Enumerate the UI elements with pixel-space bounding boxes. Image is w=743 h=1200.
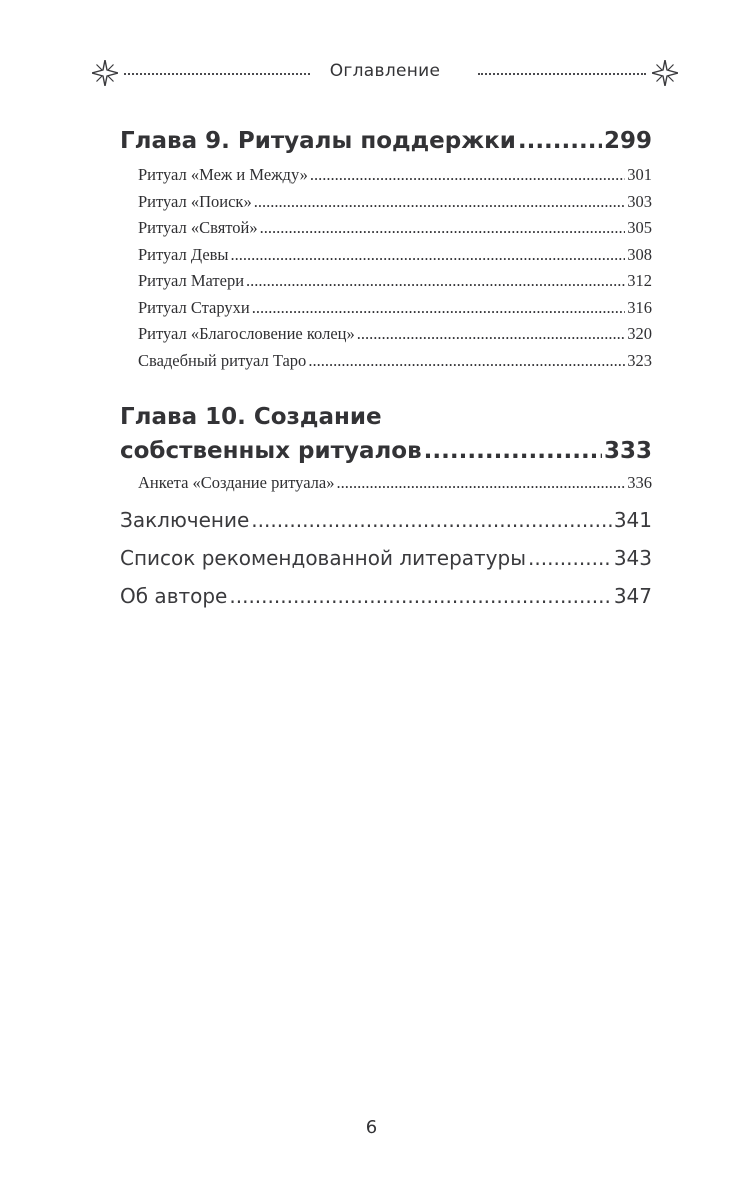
toc-page-number: 305	[627, 218, 652, 237]
dot-leader	[260, 215, 626, 242]
dot-leader	[251, 501, 612, 539]
toc-item-title: Ритуал «Святой»	[138, 218, 258, 237]
toc-item[interactable]	[120, 470, 652, 497]
toc-page-number: 312	[627, 271, 652, 290]
dot-leader	[528, 539, 612, 577]
dot-leader	[308, 348, 625, 375]
four-point-star-icon	[652, 60, 678, 86]
toc-chapter-10-title-line1[interactable]: Глава 10. Создание	[120, 404, 382, 430]
toc-page-number: 299	[603, 128, 652, 154]
toc-item[interactable]	[120, 242, 652, 269]
toc-item-title: Ритуал Матери	[138, 271, 245, 290]
toc-page-number: 347	[613, 583, 652, 608]
toc-references[interactable]	[120, 539, 652, 577]
toc-item-title: Анкета «Создание ритуала»	[138, 473, 335, 492]
toc-item[interactable]	[120, 295, 652, 322]
toc-about-author[interactable]	[120, 577, 652, 615]
dot-leader	[246, 268, 625, 295]
toc-page-number: 341	[613, 507, 652, 532]
toc-item-title: Заключение	[120, 507, 250, 532]
toc-page-number: 320	[627, 324, 652, 343]
toc-page-number: 333	[603, 438, 652, 464]
dot-leader	[231, 242, 626, 269]
dot-leader	[254, 189, 626, 216]
toc-page-number: 343	[613, 545, 652, 570]
toc-page-number: 323	[627, 350, 652, 370]
header-dotted-rule-right	[478, 73, 646, 75]
toc-page-number: 316	[627, 297, 652, 317]
toc-item[interactable]	[120, 162, 652, 189]
dot-leader	[336, 470, 625, 497]
toc-item-title: Ритуал «Меж и Между»	[138, 165, 308, 184]
toc-item-title: Список рекомендованной литературы	[120, 545, 527, 570]
toc-item[interactable]	[120, 189, 652, 216]
toc-page-number: 303	[627, 191, 652, 211]
toc-item-title: Об авторе	[120, 583, 228, 608]
toc-chapter-title: Глава 9. Ритуалы поддержки	[120, 128, 516, 154]
toc-page-number: 336	[627, 473, 652, 492]
toc-item-title: Свадебный ритуал Таро	[138, 350, 307, 370]
toc-item[interactable]	[120, 215, 652, 242]
dot-leader	[424, 434, 602, 468]
toc-item-title: Ритуал «Благословение колец»	[138, 324, 355, 343]
toc-chapter-9[interactable]	[120, 124, 652, 158]
toc-item[interactable]	[120, 268, 652, 295]
toc-item[interactable]	[120, 321, 652, 348]
toc-item-title: Ритуал Старухи	[138, 297, 250, 317]
toc-page-number: 308	[627, 244, 652, 264]
toc-item-title: Ритуал Девы	[138, 244, 229, 264]
dot-leader	[357, 321, 626, 348]
running-header	[92, 58, 678, 88]
table-of-contents	[120, 124, 652, 615]
toc-chapter-title: собственных ритуалов	[120, 438, 422, 464]
toc-item-title: Ритуал «Поиск»	[138, 191, 252, 211]
toc-page-number: 301	[627, 165, 652, 184]
dot-leader	[518, 124, 602, 158]
toc-item[interactable]	[120, 348, 652, 375]
dot-leader	[252, 295, 626, 322]
toc-conclusion[interactable]	[120, 501, 652, 539]
header-title: Оглавление	[329, 61, 441, 81]
toc-chapter-10[interactable]	[120, 434, 652, 468]
page-number: 6	[365, 1117, 378, 1138]
dot-leader	[310, 162, 625, 189]
dot-leader	[229, 577, 611, 615]
